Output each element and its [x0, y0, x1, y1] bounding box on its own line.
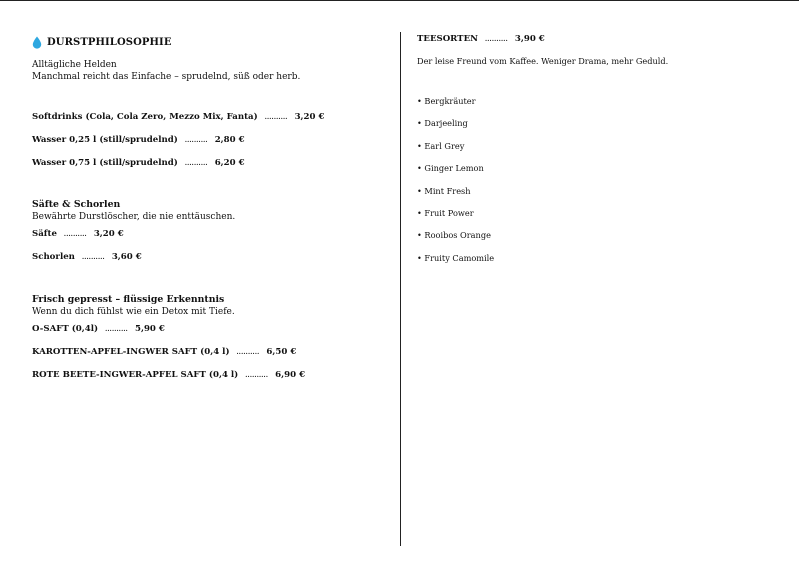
- item-dots: ..........: [184, 160, 208, 167]
- menu-item: [32, 370, 387, 381]
- top-border-line: [0, 0, 799, 1]
- list-item: • Mint Fresh: [417, 185, 471, 196]
- item-name: ROTE BEETE-INGWER-APFEL SAFT (0,4 l): [32, 370, 239, 380]
- tea-name: TEESORTEN: [417, 34, 478, 44]
- tea-dots: ..........: [484, 36, 508, 43]
- column-divider: [400, 32, 401, 546]
- menu-item: [32, 135, 387, 146]
- item-name: O-SAFT (0,4l): [32, 324, 99, 334]
- left-column: [32, 34, 387, 381]
- item-price: 5,90 €: [134, 324, 165, 334]
- list-item: • Ginger Lemon: [417, 163, 484, 174]
- item-name: Wasser 0,75 l (still/sprudelnd): [32, 158, 178, 168]
- item-name: Schorlen: [32, 252, 75, 262]
- item-price: 6,20 €: [214, 158, 245, 168]
- item-price: 3,60 €: [111, 252, 142, 262]
- menu-item: [32, 158, 387, 169]
- item-name: Säfte: [32, 229, 57, 239]
- juices-description: Bewährte Durstlöscher, die nie enttäuschen.: [32, 212, 236, 222]
- item-price: 2,80 €: [214, 135, 245, 145]
- item-dots: ..........: [245, 372, 269, 379]
- list-item: • Fruit Power: [417, 207, 474, 218]
- intro-title: Alltägliche Helden: [32, 60, 117, 70]
- list-item: • Rooibos Orange: [417, 230, 491, 241]
- softdrinks-list: [32, 112, 387, 169]
- item-name: Softdrinks (Cola, Cola Zero, Mezzo Mix, Fanta): [32, 112, 258, 122]
- menu-item: [32, 252, 387, 263]
- list-item: • Fruity Camomile: [417, 252, 495, 263]
- menu-item: [32, 229, 387, 240]
- menu-item: [32, 112, 387, 123]
- fresh-title: Frisch gepresst – flüssige Erkenntnis: [32, 294, 225, 305]
- item-dots: ..........: [63, 231, 87, 238]
- item-price: 6,90 €: [275, 370, 306, 380]
- right-column: [417, 34, 777, 275]
- list-item: • Bergkräuter: [417, 96, 476, 106]
- item-dots: ..........: [105, 326, 128, 333]
- item-dots: ..........: [264, 114, 288, 121]
- item-dots: ..........: [81, 254, 105, 261]
- item-price: 3,20 €: [294, 112, 325, 122]
- intro-description: Manchmal reicht das Einfache – sprudelnd, süß oder herb.: [32, 72, 301, 82]
- item-name: KAROTTEN-APFEL-INGWER SAFT (0,4 l): [32, 347, 230, 357]
- juices-list: [32, 229, 387, 263]
- menu-item: [32, 324, 387, 335]
- item-name: Wasser 0,25 l (still/sprudelnd): [32, 135, 178, 145]
- item-dots: ..........: [184, 137, 208, 144]
- list-item: • Earl Grey: [417, 140, 465, 151]
- tea-price: 3,90 €: [514, 34, 545, 44]
- section-title-text: DURSTPHILOSOPHIE: [47, 36, 172, 48]
- fresh-description: Wenn du dich fühlst wie ein Detox mit Tiefe.: [32, 307, 235, 317]
- water-drop-icon: [32, 36, 42, 49]
- item-dots: ..........: [236, 349, 260, 356]
- item-price: 6,50 €: [266, 347, 297, 357]
- fresh-list: [32, 324, 387, 381]
- item-price: 3,20 €: [93, 229, 124, 239]
- list-item: • Darjeeling: [417, 118, 468, 129]
- tea-header: [417, 34, 777, 45]
- menu-item: [32, 347, 387, 358]
- section-title-durstphilosophie: [32, 34, 387, 50]
- juices-title: Säfte & Schorlen: [32, 199, 121, 210]
- tea-list: [417, 96, 777, 264]
- tea-description: Der leise Freund vom Kaffee. Weniger Drama, mehr Geduld.: [417, 56, 669, 66]
